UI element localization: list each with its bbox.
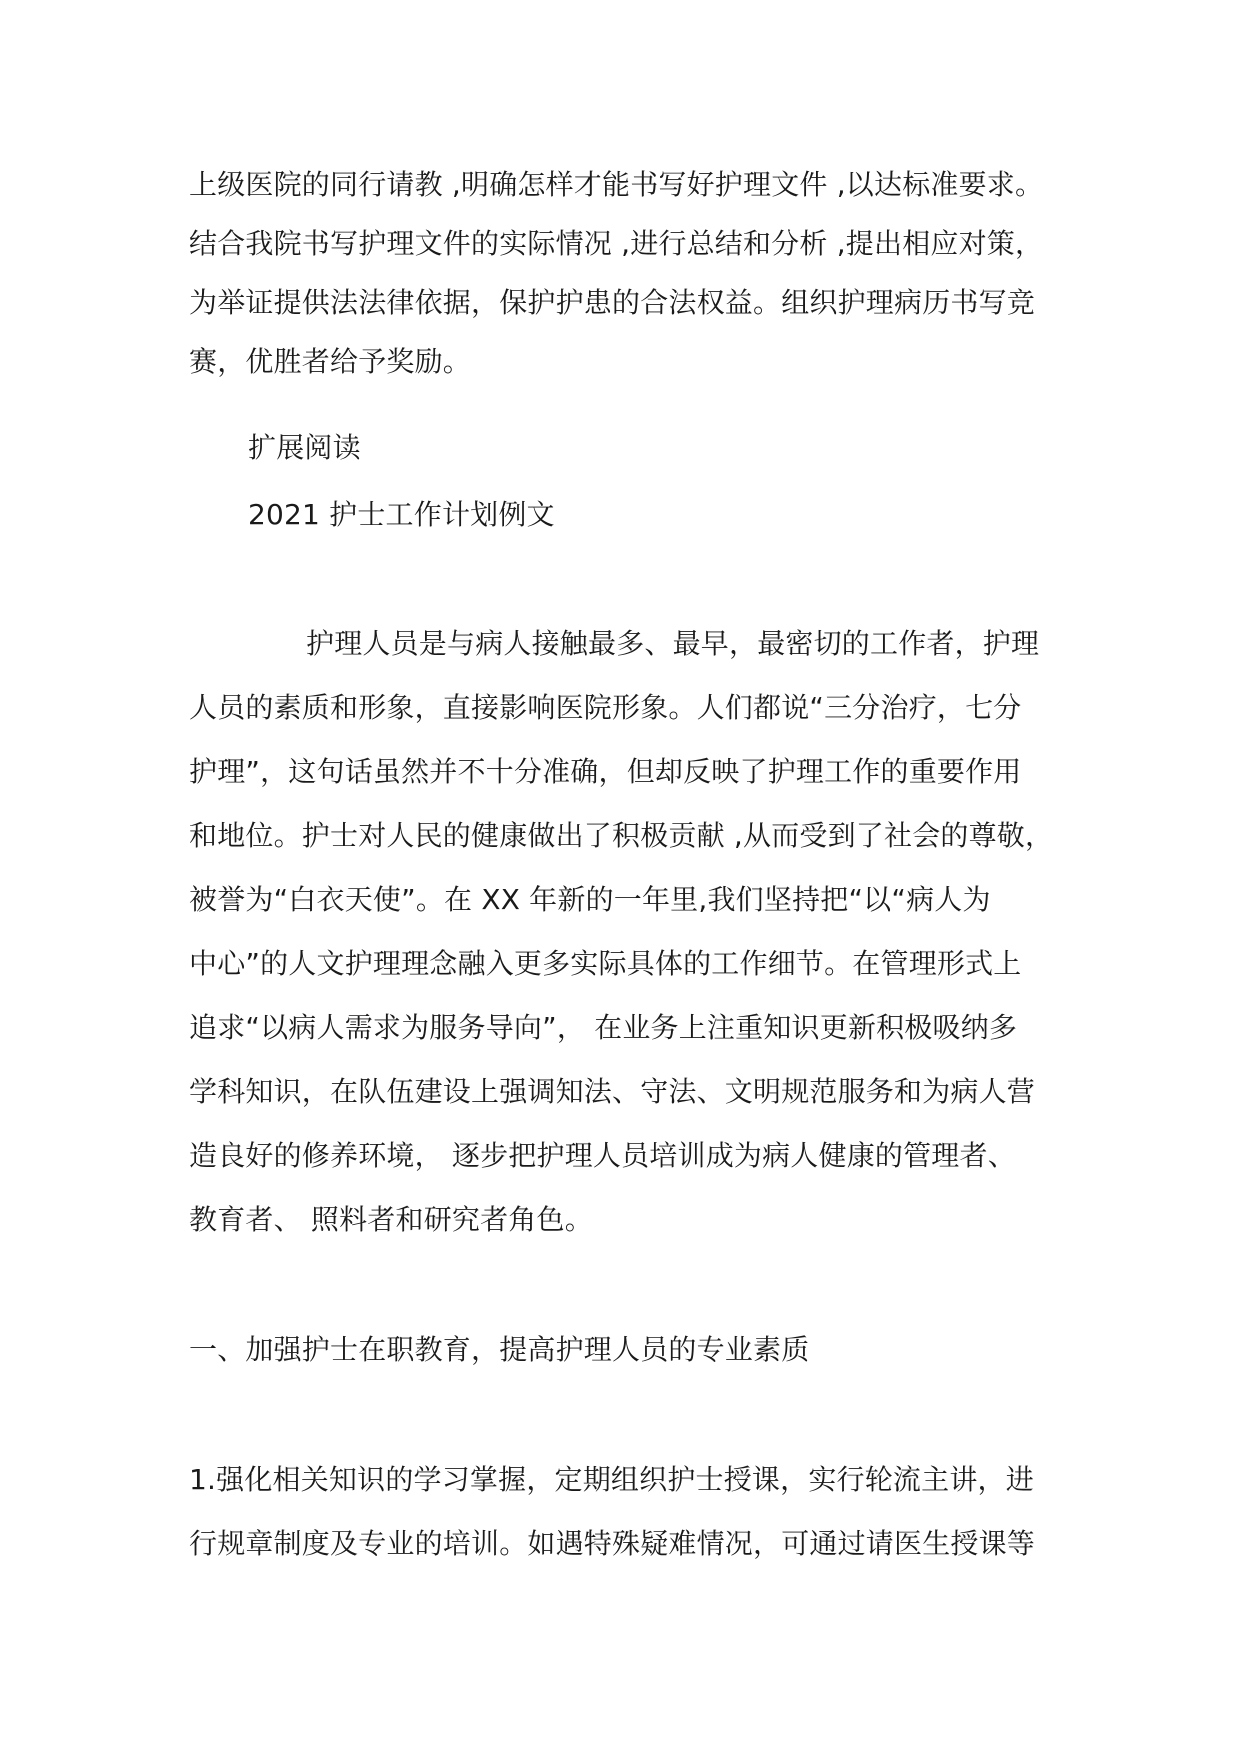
text-line: 学科知识，在队伍建设上强调知法、守法、文明规范服务和为病人营 xyxy=(189,1075,1036,1108)
text-line: 护理”，这句话虽然并不十分准确，但却反映了护理工作的重要作用 xyxy=(189,755,1022,788)
text-line: 护理人员是与病人接触最多、最早，最密切的工作者，护理 xyxy=(306,627,1040,660)
document-title: 2021 护士工作计划例文 xyxy=(248,498,555,531)
text-line: 追求“以病人需求为服务导向”， 在业务上注重知识更新积极吸纳多 xyxy=(189,1011,1018,1044)
text-line: 1.强化相关知识的学习掌握，定期组织护士授课，实行轮流主讲，进 xyxy=(189,1463,1034,1496)
text-line: 上级医院的同行请教 ,明确怎样才能书写好护理文件 ,以达标准要求。 xyxy=(189,168,1044,201)
text-line: 教育者、 照料者和研究者角色。 xyxy=(189,1203,593,1236)
text-line: 造良好的修养环境， 逐步把护理人员培训成为病人健康的管理者、 xyxy=(189,1139,1016,1172)
text-line: 和地位。护士对人民的健康做出了积极贡献 ,从而受到了社会的尊敬， xyxy=(189,819,1054,852)
text-line: 中心”的人文护理理念融入更多实际具体的工作细节。在管理形式上 xyxy=(189,947,1022,980)
text-line: 行规章制度及专业的培训。如遇特殊疑难情况，可通过请医生授课等 xyxy=(189,1527,1036,1560)
text-line: 为举证提供法法律依据，保护护患的合法权益。组织护理病历书写竞 xyxy=(189,286,1036,319)
text-line: 结合我院书写护理文件的实际情况 ,进行总结和分析 ,提出相应对策， xyxy=(189,227,1044,260)
text-line: 人员的素质和形象，直接影响医院形象。人们都说“三分治疗，七分 xyxy=(189,691,1022,724)
text-line: 赛，优胜者给予奖励。 xyxy=(189,345,472,378)
section-heading: 一、加强护士在职教育，提高护理人员的专业素质 xyxy=(189,1333,810,1366)
text-line: 被誉为“白衣天使”。在 XX 年新的一年里,我们坚持把“以“病人为 xyxy=(189,883,991,916)
section-label: 扩展阅读 xyxy=(248,431,361,464)
